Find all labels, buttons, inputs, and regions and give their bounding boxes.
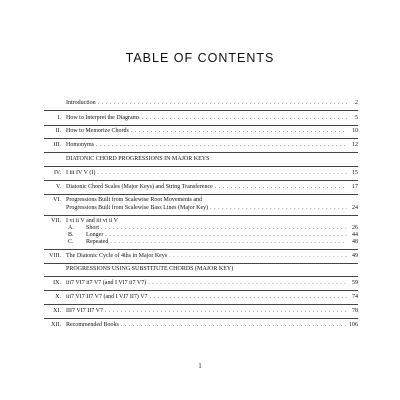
toc-entry-11	[44, 307, 358, 316]
entry-number: XI.	[53, 308, 61, 314]
divider	[44, 194, 358, 195]
entry-label: I vi ii V and iii vi ii V	[66, 218, 119, 224]
entry-page: 74	[352, 294, 358, 300]
dot-leader	[142, 114, 347, 123]
entry-number: III.	[53, 142, 61, 148]
dot-leader	[169, 252, 347, 261]
entry-label: How to Memorize Chords	[66, 128, 129, 134]
page-number: 1	[198, 362, 202, 370]
entry-number: VII.	[51, 218, 61, 224]
dot-leader	[150, 293, 347, 302]
toc-entry-9	[44, 279, 358, 288]
entry-label: The Diatonic Cycle of 4ths in Major Keys	[66, 253, 168, 259]
toc-entry-1	[44, 114, 358, 123]
subentry-letter: A.	[68, 225, 74, 231]
divider	[44, 180, 358, 181]
divider	[44, 276, 358, 277]
entry-page: 12	[352, 142, 358, 148]
divider	[44, 125, 358, 126]
toc-entry-12	[44, 321, 358, 330]
subentry-letter: B.	[68, 232, 74, 238]
entry-label: Introduction	[66, 100, 96, 106]
entry-number: IV.	[53, 170, 61, 176]
entry-label: iii7 VI7 ii7 V7 (and I VI7 ii7 V7)	[66, 280, 147, 286]
toc-entry-5	[44, 183, 358, 192]
subentry-page: 48	[352, 239, 358, 245]
toc-entry-introduction	[44, 99, 358, 108]
subentry-label: Short	[86, 225, 100, 231]
entry-number: X.	[55, 294, 61, 300]
dot-leader	[210, 204, 347, 213]
entry-page: 17	[352, 184, 358, 190]
entry-page: 24	[352, 205, 358, 211]
toc-entry-4	[44, 169, 358, 178]
entry-label: How to Interpret the Diagrams	[66, 115, 140, 121]
dot-leader	[96, 141, 347, 150]
page-title: TABLE OF CONTENTS	[125, 51, 275, 65]
entry-label: Recommended Books	[66, 322, 119, 328]
entry-number: XII.	[51, 322, 61, 328]
entry-number: II.	[55, 128, 61, 134]
toc-entry-3	[44, 141, 358, 150]
subentry-label: Repeated	[86, 239, 109, 245]
toc-entry-10	[44, 293, 358, 302]
entry-page: 5	[355, 115, 358, 121]
entry-page: 78	[352, 308, 358, 314]
divider	[44, 138, 358, 139]
dot-leader	[110, 238, 347, 247]
divider	[44, 166, 358, 167]
divider	[44, 152, 358, 153]
divider	[44, 249, 358, 250]
entry-page: 10	[352, 128, 358, 134]
entry-number: IX.	[53, 280, 61, 286]
entry-page: 49	[352, 253, 358, 259]
dot-leader	[105, 307, 347, 316]
entry-page: 59	[352, 280, 358, 286]
subentry-letter: C.	[68, 239, 74, 245]
dot-leader	[215, 183, 347, 192]
divider	[44, 263, 358, 264]
dot-leader	[121, 321, 347, 330]
subentry-page: 44	[352, 232, 358, 238]
entry-label: III7 VI7 II7 V7	[66, 308, 103, 314]
dot-leader	[131, 127, 347, 136]
toc-subentry-c	[44, 238, 358, 247]
toc-entry-6-line2	[44, 204, 358, 213]
dot-leader	[97, 169, 347, 178]
entry-label: iii7 VI7 II7 V7 (and I VI7 II7) V7	[66, 294, 148, 300]
entry-label-continued: Progressions Built from Scalewise Bass Lines (Major Key)	[66, 205, 209, 211]
subentry-label: Longer	[86, 232, 104, 238]
entry-number: V.	[55, 184, 61, 190]
entry-number: VIII.	[49, 253, 61, 259]
dot-leader	[148, 279, 347, 288]
divider	[44, 215, 358, 216]
entry-label: I iii IV V (I)	[66, 170, 96, 176]
divider	[44, 110, 358, 111]
section-heading-diatonic: DIATONIC CHORD PROGRESSIONS IN MAJOR KEYS	[66, 156, 210, 162]
toc-entry-2	[44, 127, 358, 136]
entry-page: 2	[355, 100, 358, 106]
entry-page: 106	[349, 322, 358, 328]
divider	[44, 318, 358, 319]
entry-page: 15	[352, 170, 358, 176]
subentry-page: 26	[352, 225, 358, 231]
entry-label: Diatonic Chord Scales (Major Keys) and String Transference	[66, 184, 213, 190]
toc-entry-8	[44, 252, 358, 261]
entry-number: I.	[57, 115, 61, 121]
entry-number: VI.	[53, 197, 61, 203]
divider	[44, 290, 358, 291]
entry-label: Progressions Built from Scalewise Root Movements and	[66, 197, 202, 203]
entry-label: Homonyms	[66, 142, 95, 148]
section-heading-substitute: PROGRESSIONS USING SUBSTITUTE CHORDS (MAJOR KEY)	[66, 266, 234, 272]
divider	[44, 304, 358, 305]
dot-leader	[98, 99, 347, 108]
